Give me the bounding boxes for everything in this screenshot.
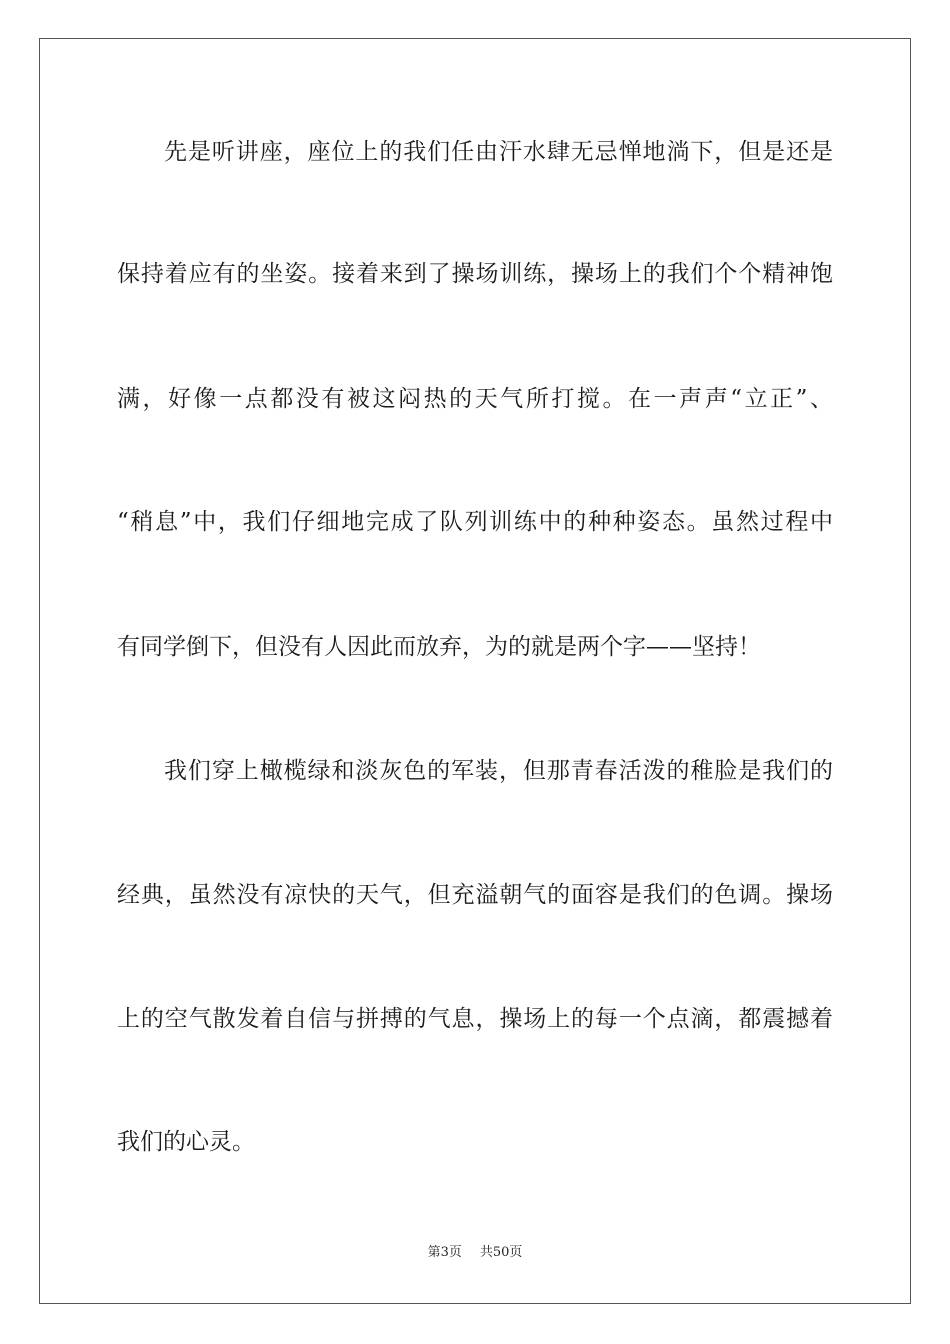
paragraph-1-line-2: 保持着应有的坐姿。接着来到了操场训练，操场上的我们个个精神饱 [117, 261, 833, 287]
page-footer [0, 1244, 950, 1262]
page-number: 第3页 [427, 1245, 462, 1260]
paragraph-1-line-5: 有同学倒下，但没有人因此而放弃，为的就是两个字——坚持！ [117, 634, 761, 660]
paragraph-2-line-2: 经典，虽然没有凉快的天气，但充溢朝气的面容是我们的色调。操场 [117, 882, 833, 908]
paragraph-2-line-3: 上的空气散发着自信与拼搏的气息，操场上的每一个点滴，都震撼着 [117, 1006, 833, 1032]
page-border [39, 38, 911, 1304]
paragraph-2-line-4: 我们的心灵。 [117, 1129, 255, 1155]
paragraph-1-line-1: 先是听讲座，座位上的我们任由汗水肆无忌惮地淌下，但是还是 [164, 139, 833, 165]
paragraph-1-line-4: “稍息”中，我们仔细地完成了队列训练中的种种姿态。虽然过程中 [117, 509, 833, 535]
page-total: 共50页 [479, 1245, 523, 1260]
paragraph-2-line-1: 我们穿上橄榄绿和淡灰色的军装，但那青春活泼的稚脸是我们的 [164, 758, 833, 784]
paragraph-1-line-3: 满，好像一点都没有被这闷热的天气所打搅。在一声声“立正”、 [117, 386, 833, 412]
